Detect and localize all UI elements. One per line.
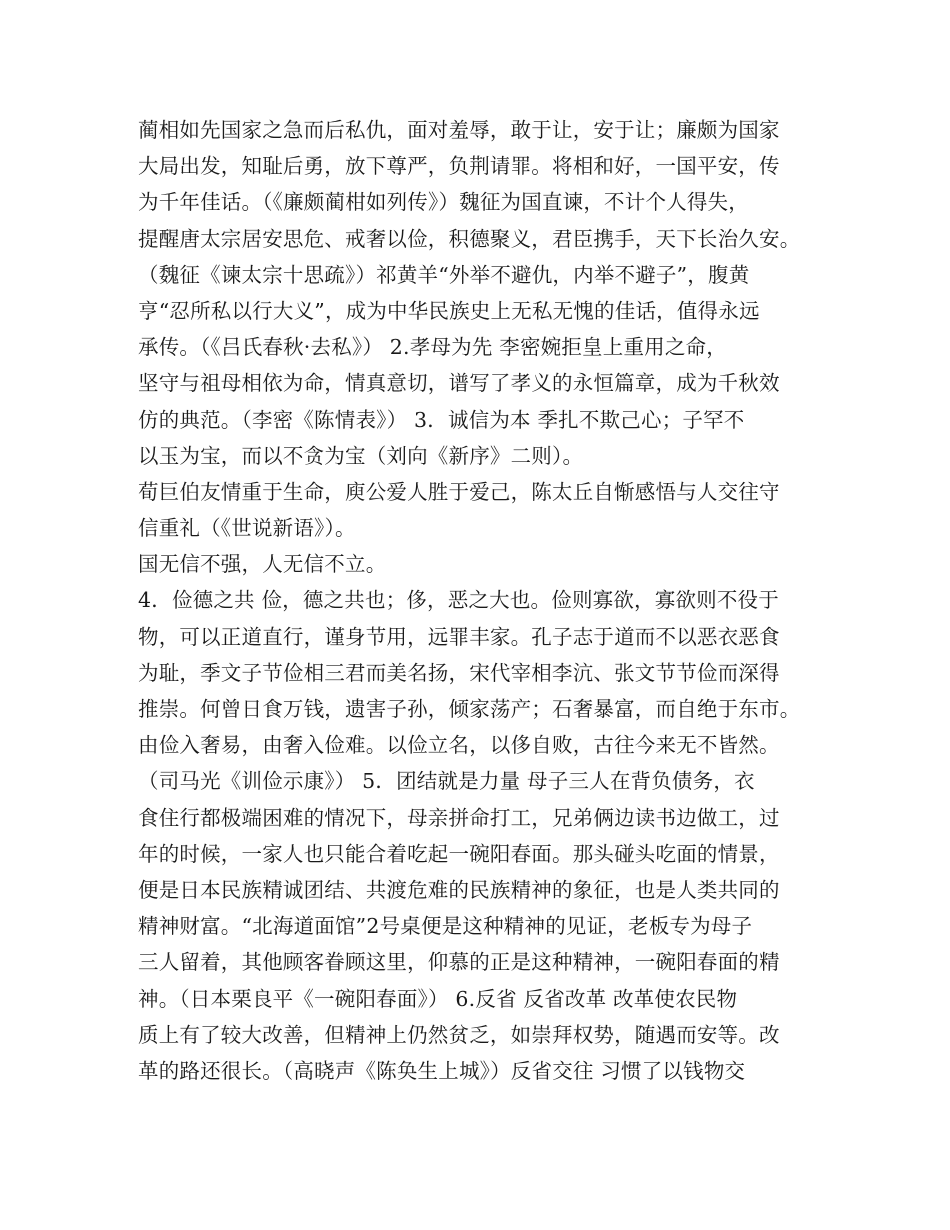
text-line: 承传。（《吕氏春秋·去私》） 2.孝母为先 李密婉拒皇上重用之命， (138, 335, 727, 360)
text-line: 大局出发，知耻后勇，放下尊严，负荆请罪。将相和好，一国平安，传 (138, 154, 780, 179)
text-line: 质上有了较大改善，但精神上仍然贫乏，如崇拜权势，随遇而安等。改 (138, 1022, 780, 1047)
text-line: 提醒唐太宗居安思危、戒奢以俭，积德聚义，君臣携手，天下长治久安。 (138, 226, 801, 251)
text-line: 以玉为宝，而以不贪为宝（刘向《新序》二则）。 (138, 443, 584, 468)
text-line: 神。（日本栗良平《一碗阳春面》） 6.反省 反省改革 改革使农民物 (138, 986, 738, 1011)
text-line: 蔺相如先国家之急而后私仇，面对羞辱，敢于让，安于让；廉颇为国家 (138, 118, 780, 142)
text-line: 精神财富。“北海道面馆”2号桌便是这种精神的见证，老板专为母子 (138, 914, 753, 939)
document-body (138, 112, 828, 1089)
text-line: 坚守与祖母相依为命，情真意切，谱写了孝义的永恒篇章，成为千秋效 (138, 371, 780, 396)
text-line: 荀巨伯友情重于生命，庾公爱人胜于爱己，陈太丘自惭感悟与人交往守 (138, 479, 780, 504)
text-line: （魏征《谏太宗十思疏》）祁黄羊“外举不避仇，内举不避子”，腹黄 (138, 262, 750, 287)
text-line: 由俭入奢易，由奢入俭难。以俭立名，以侈自败，古往今来无不皆然。 (138, 733, 780, 758)
text-line: 4．俭德之共 俭，德之共也；侈，恶之大也。俭则寡欲，寡欲则不役于 (138, 588, 779, 613)
text-line: 亨“忍所私以行大义”，成为中华民族史上无私无愧的佳话，值得永远 (138, 298, 760, 323)
text-line: 物，可以正道直行，谨身节用，远罪丰家。孔子志于道而不以恶衣恶食 (138, 624, 780, 649)
text-line: 年的时候，一家人也只能合着吃起一碗阳春面。那头碰头吃面的情景， (138, 841, 780, 866)
text-line: 便是日本民族精诚团结、共渡危难的民族精神的象征，也是人类共同的 (138, 877, 780, 902)
text-line: 推崇。何曾日食万钱，遗害子孙，倾家荡产；石奢暴富，而自绝于东市。 (138, 697, 801, 721)
text-line: 国无信不强，人无信不立。 (138, 552, 387, 577)
text-line: 革的路还很长。（高晓声《陈奂生上城》）反省交往 习惯了以钱物交 (138, 1058, 746, 1083)
text-line: 信重礼（《世说新语》）。 (138, 516, 356, 541)
text-line: 仿的典范。（李密《陈情表》） 3．诚信为本 季扎不欺己心；子罕不 (138, 407, 745, 432)
text-line: 食住行都极端困难的情况下，母亲拼命打工，兄弟俩边读书边做工，过 (138, 805, 780, 830)
text-line: 为千年佳话。（《廉颇蔺柑如列传》）魏征为国直谏，不计个人得失， (138, 190, 749, 215)
text-line: 为耻，季文子节俭相三君而美名扬，宋代宰相李沆、张文节节俭而深得 (138, 660, 780, 685)
text-line: 三人留着，其他顾客眷顾这里，仰慕的正是这种精神，一碗阳春面的精 (138, 950, 780, 975)
text-line: （司马光《训俭示康》） 5．团结就是力量 母子三人在背负债务，衣 (138, 769, 755, 794)
